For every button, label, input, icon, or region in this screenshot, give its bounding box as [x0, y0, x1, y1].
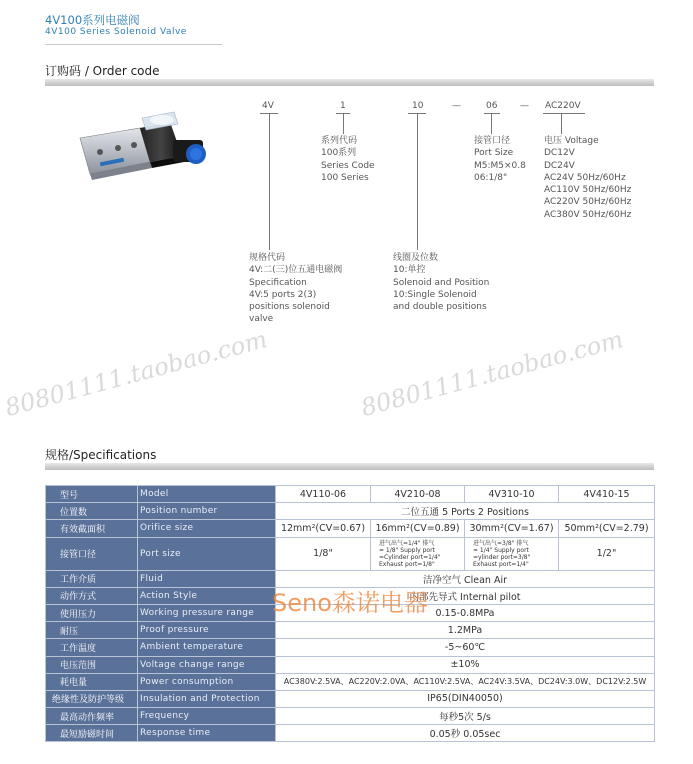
model-cell: 4V110-06: [276, 486, 371, 503]
table-row: [46, 656, 655, 673]
row-label-en: Action Style: [138, 587, 276, 604]
specifications-divider: [45, 463, 654, 470]
order-code-heading: 订购码 / Order code: [45, 64, 160, 78]
value-cell: 50mm²(CV=2.79): [559, 520, 655, 537]
code-dash-1: —: [452, 101, 461, 111]
row-label-en: Orifice size: [138, 520, 276, 537]
row-label-cn: 动作方式: [46, 587, 138, 604]
value-cell: 洁净空气 Clean Air: [276, 570, 655, 587]
row-label-en: Port size: [138, 537, 276, 570]
leader-line: [417, 113, 418, 250]
leader-line: [543, 113, 585, 114]
value-cell: 内部先导式 Internal pilot: [276, 587, 655, 604]
value-cell: 1/8": [276, 537, 371, 570]
table-row: [46, 673, 655, 690]
specifications-heading: 规格/Specifications: [45, 448, 157, 462]
row-label-cn: 接管口径: [46, 537, 138, 570]
row-label-cn: 工作介质: [46, 570, 138, 587]
value-cell: ±10%: [276, 656, 655, 673]
row-label-cn: 最短励磁时间: [46, 725, 138, 742]
table-row: [46, 537, 655, 570]
row-label-en: Frequency: [138, 708, 276, 725]
row-label-cn: 有效截面积: [46, 520, 138, 537]
table-row: [46, 708, 655, 725]
row-label-cn: 电压范围: [46, 656, 138, 673]
row-label-en: Ambient temperature: [138, 639, 276, 656]
port-size-desc: 接管口径 Port Size M5:M5×0.8 06:1/8": [474, 136, 526, 183]
spec-code-desc: 规格代码 4V:二(三)位五通电磁阀 Specification 4V:5 ports 2(3) positions solenoid valve: [249, 253, 343, 325]
voltage-desc: 电压 Voltage DC12V DC24V AC24V 50Hz/60Hz AC110V 50Hz/60Hz AC220V 50Hz/60Hz AC380V 50Hz/60Hz: [544, 136, 632, 220]
row-label-cn: 工作温度: [46, 639, 138, 656]
title-divider: [45, 44, 222, 45]
model-cell: 4V410-15: [559, 486, 655, 503]
row-label-cn: 耐压: [46, 622, 138, 639]
value-cell: 0.15-0.8MPa: [276, 604, 655, 621]
table-row: [46, 639, 655, 656]
row-label-en: Working pressure range: [138, 604, 276, 621]
page-subtitle: 4V100 Series Solenoid Valve: [45, 27, 187, 37]
row-label-en: Voltage change range: [138, 656, 276, 673]
value-cell: 16mm²(CV=0.89): [371, 520, 465, 537]
leader-line: [343, 113, 344, 134]
code-coil: 10: [412, 101, 424, 111]
code-port: 06: [486, 101, 498, 111]
value-cell: 12mm²(CV=0.67): [276, 520, 371, 537]
row-label-cn: 绝缘性及防护等级: [46, 690, 138, 707]
model-cell: 4V310-10: [465, 486, 559, 503]
value-cell: 30mm²(CV=1.67): [465, 520, 559, 537]
value-cell: 二位五通 5 Ports 2 Positions: [276, 503, 655, 520]
value-cell: 每秒5次 5/s: [276, 708, 655, 725]
value-cell: -5~60℃: [276, 639, 655, 656]
table-row: [46, 690, 655, 707]
code-series: 1: [340, 101, 346, 111]
code-dash-2: —: [520, 101, 529, 111]
row-label-en: Power consumption: [138, 673, 276, 690]
valve-image: [78, 110, 218, 195]
value-cell: 0.05秒 0.05sec: [276, 725, 655, 742]
brand-watermark: Seno森诺电器: [272, 589, 428, 617]
row-label-cn: 最高动作频率: [46, 708, 138, 725]
row-label-cn: 型号: [46, 486, 138, 503]
order-code-divider: [45, 79, 654, 86]
row-label-cn: 位置数: [46, 503, 138, 520]
table-row: [46, 725, 655, 742]
watermark-left: 80801111.taobao.com: [2, 325, 271, 423]
watermark-right: 80801111.taobao.com: [358, 325, 627, 423]
value-cell: 进气出气=3/8" 排气 = 1/4" Supply port =ylinder port=3/8" Exhaust port=1/4": [465, 537, 559, 570]
coil-code-desc: 线圈及位数 10:单控 Solenoid and Position 10:Single Solenoid and double positions: [393, 253, 490, 313]
table-row: [46, 622, 655, 639]
series-code-desc: 系列代码 100系列 Series Code 100 Series: [321, 136, 375, 183]
row-label-en: Position number: [138, 503, 276, 520]
leader-line: [269, 113, 270, 250]
value-cell: 1/2": [559, 537, 655, 570]
table-row: [46, 503, 655, 520]
row-label-en: Proof pressure: [138, 622, 276, 639]
value-cell: 进气出气=1/4" 排气 = 1/8" Supply port =Cylinder port=1/4" Exhaust port=1/8": [371, 537, 465, 570]
page-title: 4V100系列电磁阀: [45, 13, 140, 27]
row-label-cn: 耗电量: [46, 673, 138, 690]
code-spec: 4V: [262, 101, 274, 111]
row-label-cn: 使用压力: [46, 604, 138, 621]
row-label-en: Insulation and Protection: [138, 690, 276, 707]
table-row: [46, 520, 655, 537]
value-cell: 1.2MPa: [276, 622, 655, 639]
value-cell: AC380V:2.5VA、AC220V:2.0VA、AC110V:2.5VA、AC24V:3.5VA、DC24V:3.0W、DC12V:2.5W: [276, 673, 655, 690]
value-cell: IP65(DIN40050): [276, 690, 655, 707]
row-label-en: Fluid: [138, 570, 276, 587]
row-label-en: Model: [138, 486, 276, 503]
code-voltage: AC220V: [545, 101, 581, 111]
leader-line: [491, 113, 492, 134]
row-label-en: Response time: [138, 725, 276, 742]
leader-line: [484, 113, 500, 114]
table-row: [46, 486, 655, 503]
model-cell: 4V210-08: [371, 486, 465, 503]
leader-line: [561, 113, 562, 134]
